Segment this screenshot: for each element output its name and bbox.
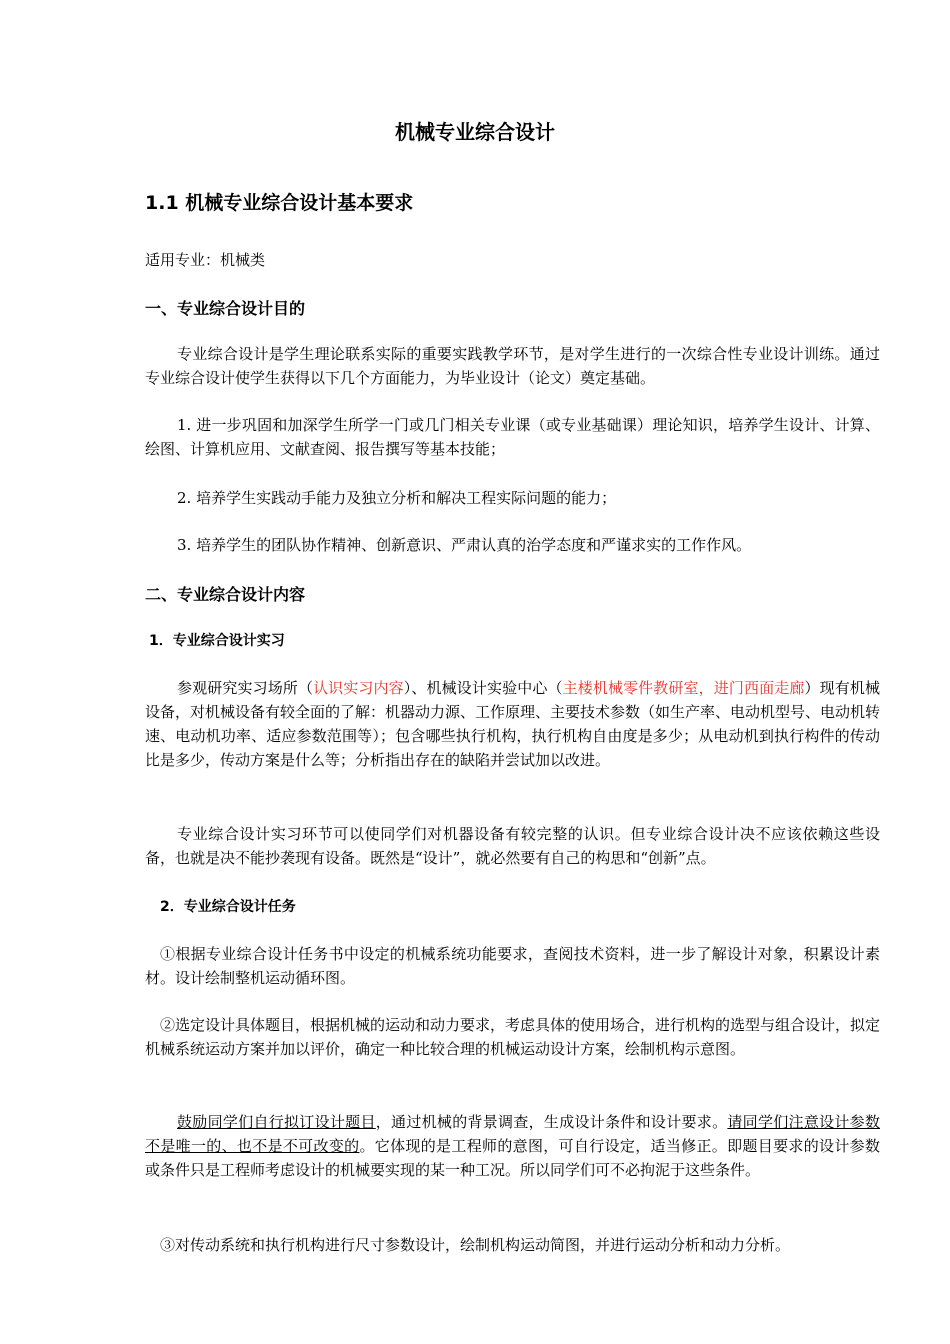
part1-heading: 一、专业综合设计目的 xyxy=(145,299,306,318)
sub1-p1-text-b: ）、机械设计实验中心（ xyxy=(403,679,563,697)
sub1-p1-highlight-1: 认识实习内容 xyxy=(313,679,404,697)
sub2-task2: ②选定设计具体题目，根据机械的运动和动力要求，考虑具体的使用场合，进行机构的选型与组合设计，拟定机械系统运动方案并加以评价，确定一种比较合理的机械运动设计方案，绘制机构示意图。 xyxy=(145,1016,881,1058)
sub2-task3: ③对传动系统和执行机构进行尺寸参数设计，绘制机构运动简图，并进行运动分析和动力分析。 xyxy=(160,1236,791,1254)
sub2-task1: ①根据专业综合设计任务书中设定的机械系统功能要求，查阅技术资料，进一步了解设计对象，积累设计素材。设计绘制整机运动循环图。 xyxy=(145,945,880,987)
note-underline-2: 请同学们注意设计参数不是唯一的、也不是不可改变的 xyxy=(145,1113,880,1155)
sub1-p1-highlight-2: 主楼机械零件教研室，进门西面走廊 xyxy=(562,679,805,697)
part2-heading: 二、专业综合设计内容 xyxy=(145,585,306,604)
note-underline-1: 鼓励同学们自行拟订设计题目 xyxy=(177,1113,376,1131)
sub1-p1-text-c: ）现有机械设备，对机械设备有较全面的了解：机器动力源、工作原理、主要技术参数（如生产率、电动机型号、电动机转速、电动机功率、适应参数范围等）；包含哪些执行机构，执行机构自由度是多少；从电动机到执行构件的传动比是多少，传动方案是什么等；分析指出存在的缺陷并尝试加以改进。 xyxy=(145,679,881,769)
part1-item2: 2. 培养学生实践动手能力及独立分析和解决工程实际问题的能力； xyxy=(177,489,617,507)
sub1-paragraph2: 专业综合设计实习环节可以使同学们对机器设备有较完整的认识。但专业综合设计决不应该依赖这些设备，也就是决不能抄袭现有设备。既然是“设计”，就必然要有自己的构思和“创新”点。 xyxy=(145,825,880,867)
part1-item1: 1. 进一步巩固和加深学生所学一门或几门相关专业课（或专业基础课）理论知识，培养学生设计、计算、绘图、计算机应用、文献查阅、报告撰写等基本技能； xyxy=(145,416,880,458)
section-heading: 1.1 机械专业综合设计基本要求 xyxy=(145,192,414,214)
sub2-note xyxy=(145,1110,880,1182)
part1-intro: 专业综合设计是学生理论联系实际的重要实践教学环节，是对学生进行的一次综合性专业设计训练。通过专业综合设计使学生获得以下几个方面能力，为毕业设计（论文）奠定基础。 xyxy=(145,345,880,387)
part1-item3: 3. 培养学生的团队协作精神、创新意识、严肃认真的治学态度和严谨求实的工作作风。 xyxy=(177,536,752,554)
sub1-p1-text-a: 参观研究实习场所（ xyxy=(177,679,314,697)
note-text-b: 。它体现的是工程师的意图，可自行设定，适当修正。即题目要求的设计参数或条件只是工程师考虑设计的机械要实现的某一种工况。所以同学们可不必拘泥于这些条件。 xyxy=(145,1137,880,1179)
document-title: 机械专业综合设计 xyxy=(395,120,555,144)
sub1-paragraph1 xyxy=(145,676,880,772)
note-text-a: ，通过机械的背景调查，生成设计条件和设计要求。 xyxy=(375,1113,728,1131)
sub2-heading: 2．专业综合设计任务 xyxy=(160,899,296,915)
sub1-heading: 1．专业综合设计实习 xyxy=(149,633,285,649)
applicable-major: 适用专业：机械类 xyxy=(145,251,266,269)
